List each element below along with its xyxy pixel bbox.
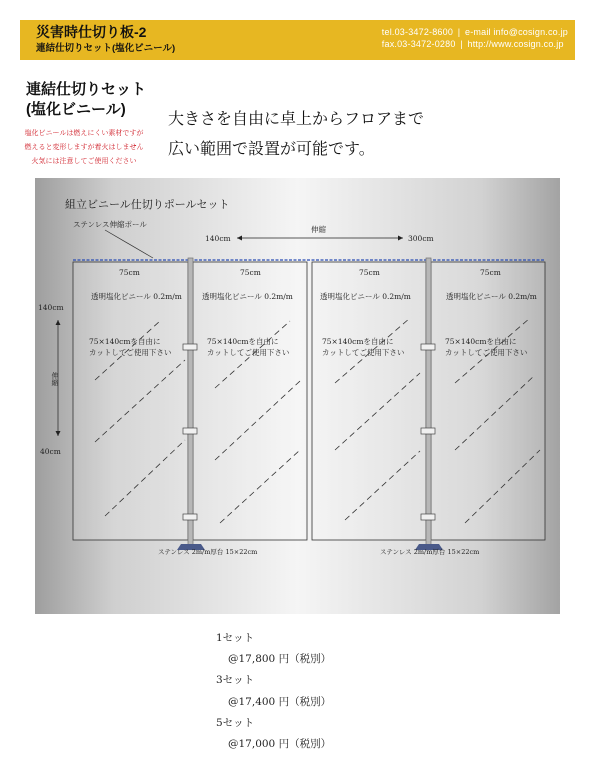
- contact-line-1: [382, 26, 568, 38]
- pole-leader-line: [105, 230, 153, 258]
- base-label: ステンレス 2m/m厚台 15×22cm: [158, 548, 258, 556]
- panel-material-label: 透明塩化ビニール 0.2m/m: [320, 292, 411, 301]
- product-diagram: [35, 178, 560, 614]
- panel-note-line-2: カットしてご使用下さい: [207, 348, 290, 357]
- panel-material-label: 透明塩化ビニール 0.2m/m: [202, 292, 293, 301]
- contact-info: [382, 26, 568, 50]
- price-value: @17,800 円（税別）: [228, 653, 332, 666]
- warning-line: 塩化ビニールは燃えにくい素材ですが: [24, 129, 144, 137]
- separator: |: [460, 39, 463, 49]
- separator: |: [457, 27, 461, 37]
- span-max-label: 300cm: [408, 234, 434, 243]
- header-subtitle: 連結仕切りセット(塩化ビニール): [36, 43, 176, 54]
- panel-1: [73, 262, 188, 540]
- panel-material-label: 透明塩化ビニール 0.2m/m: [91, 292, 182, 301]
- panel-note-line-1: 75×140cmを自由に: [322, 337, 394, 346]
- product-title-line-2: (塩化ビニール): [26, 101, 126, 118]
- product-title: [26, 80, 146, 120]
- email-link[interactable]: e-mail info@cosign.co.jp: [465, 27, 568, 37]
- panel-note-line-1: 75×140cmを自由に: [207, 337, 279, 346]
- span-label: 伸縮: [311, 225, 326, 234]
- panel-width-label: 75cm: [480, 268, 501, 277]
- span-min-label: 140cm: [205, 234, 231, 243]
- fire-warning: [24, 126, 144, 168]
- price-list: [216, 628, 331, 755]
- panel-width-label: 75cm: [119, 268, 140, 277]
- panel-note-line-2: カットしてご使用下さい: [445, 348, 528, 357]
- product-title-line-1: 連結仕切りセット: [26, 81, 147, 98]
- panel-note-line-2: カットしてご使用下さい: [89, 348, 172, 357]
- price-value: @17,000 円（税別）: [228, 738, 332, 751]
- price-value: @17,400 円（税別）: [228, 695, 332, 708]
- price-qty: 1セット: [216, 632, 255, 644]
- height-bottom-label: 40cm: [40, 447, 61, 456]
- panel-note-line-1: 75×140cmを自由に: [89, 337, 161, 346]
- fax-text: fax.03-3472-0280: [381, 39, 456, 49]
- panel-2: [193, 262, 307, 540]
- header-title: 災害時仕切り板-2: [36, 24, 147, 40]
- tagline-line: 広い範囲で設置が可能です。: [168, 139, 375, 158]
- tagline: [168, 104, 424, 164]
- diagram-title: 組立ビニール仕切りポールセット: [65, 198, 230, 211]
- website-link[interactable]: http://www.cosign.co.jp: [467, 39, 564, 49]
- height-span-label: 伸縮: [51, 372, 59, 386]
- height-top-label: 140cm: [38, 303, 64, 312]
- panel-width-label: 75cm: [359, 268, 380, 277]
- panel-note-line-2: カットしてご使用下さい: [322, 348, 405, 357]
- panel-material-label: 透明塩化ビニール 0.2m/m: [446, 292, 537, 301]
- price-qty: 5セット: [216, 716, 255, 729]
- panel-note-line-1: 75×140cmを自由に: [445, 337, 517, 346]
- pole-label: ステンレス伸縮ポール: [73, 220, 147, 229]
- warning-line: 火気には注意してご使用ください: [31, 157, 137, 165]
- contact-line-2: [382, 38, 568, 50]
- panel-width-label: 75cm: [240, 268, 261, 277]
- base-label: ステンレス 2m/m厚台 15×22cm: [380, 548, 480, 556]
- price-qty: 3セット: [216, 674, 255, 687]
- diagram-svg: [35, 178, 560, 614]
- tagline-line: 大きさを自由に卓上からフロアまで: [168, 109, 425, 128]
- panel-4: [431, 262, 545, 540]
- tel-text: tel.03-3472-8600: [381, 27, 454, 37]
- warning-line: 燃えると変形しますが着火はしません: [24, 143, 144, 151]
- panel-3: [312, 262, 426, 540]
